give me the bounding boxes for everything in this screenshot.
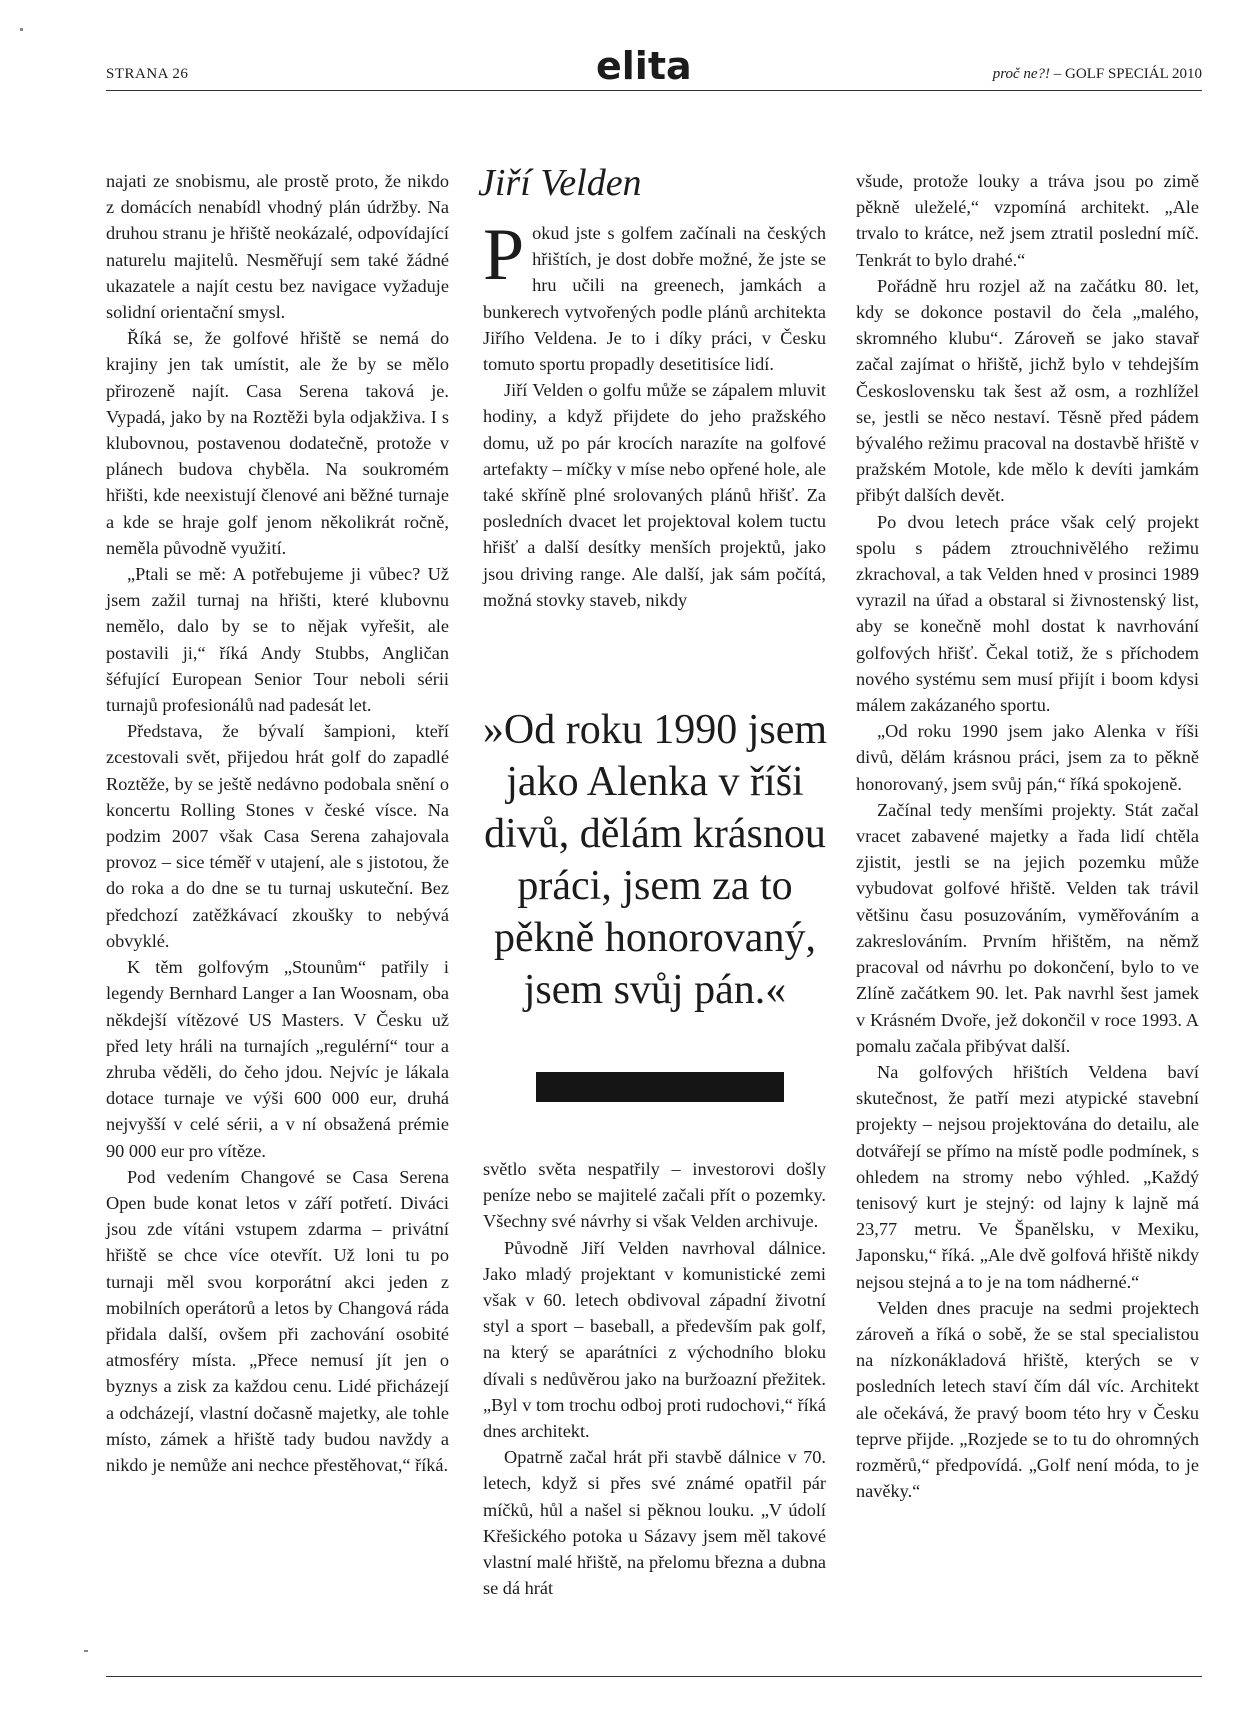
paragraph: Po dvou letech práce však celý projekt spolu s pádem ztrouchnivělého režimu zkrachoval, a tak Velden hned v prosinci 1989 vyrazil na úřad a obstaral si živnostenský list, aby se konečně mohl dostat k navrhování golfových hřišť. Čekal totiž, že s příchodem nového systému sem musí přijít i boom kdysi málem zakázaného sportu.: [856, 511, 1199, 716]
paragraph: Představa, že bývalí šampioni, kteří zcestovali svět, přijedou hrát golf do zapadlé Roztěže, by se ještě nedávno podobala snění o koncertu Rolling Stones v české vísce. Na podzim 2007 však Casa Serena zahajovala provoz – sice téměř v utajení, ale s jistotou, že do roka a do dne se tu turnaj uskuteční. Bez předchozí zatěžkávací zkoušky to nebývá obvyklé.: [106, 721, 449, 951]
paragraph: „Od roku 1990 jsem jako Alenka v říši divů, dělám krásnou práci, jsem za to pěkně honorovaný, jsem svůj pán,“ říká spokojeně.: [856, 721, 1199, 794]
scan-speck: [84, 1650, 88, 1652]
article-title: Jiří Velden: [478, 162, 642, 204]
page-number-label: STRANA 26: [106, 66, 189, 82]
paragraph: všude, protože louky a tráva jsou po zimě pěkně uleželé,“ vzpomíná architekt. „Ale trvalo to krátce, než jsem ztratil poslední míč. Tenkrát to bylo drahé.“: [856, 171, 1199, 270]
pull-quote: »Od roku 1990 jsem jako Alenka v říši divů, dělám krásnou práci, jsem za to pěkně honorovaný, jsem svůj pán.«: [482, 707, 828, 1013]
page-header: [106, 44, 1202, 92]
pull-quote-bar: [536, 1072, 784, 1102]
paragraph: Opatrně začal hrát při stavbě dálnice v 70. letech, když si přes své známé opatřil pár míčků, hůl a našel si pěknou louku. „V údolí Křešického potoka u Sázavy jsem měl takové vlastní malé hřiště, na přelomu března a dubna se dá hrát: [483, 1447, 826, 1599]
paragraph: Na golfových hřištích Veldena baví skutečnost, že patří mezi atypické stavební projekty – nejsou projektována do detailu, ale dotvářejí se přímo na místě podle podmínek, s ohledem na stromy nebo výhled. „Každý tenisový kurt je stejný: od lajny k lajně má 23,77 metru. Ve Španělsku, v Mexiku, Japonsku,“ říká. „Ale dvě golfová hřiště nikdy nejsou stejná a to je na tom nádherné.“: [856, 1061, 1199, 1292]
scan-speck: [20, 28, 23, 31]
lead-paragraph: [483, 214, 826, 377]
text-column-2-bottom: [483, 1156, 826, 1601]
paragraph: Začínal tedy menšími projekty. Stát začal vracet zabavené majetky a řada lidí chtěla zjistit, jestli se na jejich pozemku může vybudovat golfové hřiště. Velden tak trávil většinu času posuzováním, vyměřováním a zakreslováním. Prvním hřištěm, na němž pracoval od návrhu po dokončení, bylo to ve Zlíně začátkem 90. let. Pak navrhl šest jamek v Krásném Dvoře, jež dokončil v roce 1993. A pomalu začala přibývat další.: [856, 799, 1199, 1056]
section-label: [993, 66, 1202, 83]
header-rule: [106, 90, 1202, 91]
paragraph: K těm golfovým „Stounům“ patřily i legendy Bernhard Langer a Ian Woosnam, oba někdejší vítězové US Masters. V Česku už před lety hráli na turnajích „regulérní“ tour a zhruba věděli, do čeho jdou. Nejvíc je lákala dotace turnaje ve výši 600 000 eur, druhá nejvyšší v celé sérii, a v ní obsažená prémie 90 000 eur pro vítěze.: [106, 957, 449, 1161]
text-column-1: [106, 168, 449, 1478]
magazine-logo: elita: [596, 44, 692, 88]
paragraph: Říká se, že golfové hřiště se nemá do krajiny jen tak umístit, ale že by se mělo přirozeně najít. Casa Serena taková je. Vypadá, jako by na Roztěži byla odjakživa. I s klubovnou, postavenou dodatečně, protože v plánech budova chyběla. Na soukromém hřišti, kde neexistují členové ani běžné turnaje a kde se hraje golf jenom několikrát ročně, neměla původně využití.: [106, 328, 449, 558]
paragraph: najati ze snobismu, ale prostě proto, že nikdo z domácích nenabídl vhodný plán údržby. Na druhou stranu je hřiště neokázalé, odpovídající naturelu majitelů. Nesměřují sem také žádné ukazatele a najít cestu bez navigace vyžaduje solidní orientační smysl.: [106, 171, 449, 323]
text-column-3: [856, 168, 1199, 1504]
lead-text: okud jste s golfem začínali na českých hřištích, je dost dobře možné, že jste se hru učili na greenech, jamkách a bunkerech vytvořených podle plánů architekta Jiřího Veldena. Je to i díky práci, v Česku tomuto sportu propadly desetitisíce lidí.: [483, 223, 826, 375]
paragraph: Jiří Velden o golfu může se zápalem mluvit hodiny, a když přijdete do jeho pražského domu, už po pár krocích narazíte na golfové artefakty – míčky v míse nebo opřené hole, ale také skříně plné srolovaných plánů hřišť. Za posledních dvacet let projektoval kolem tuctu hřišť a další desítky menších projektů, jako jsou driving range. Ale další, jak sám počítá, možná stovky staveb, nikdy: [483, 380, 826, 610]
paragraph: světlo světa nespatřily – investorovi došly peníze nebo se majitelé začali přít o pozemky. Všechny své návrhy si však Velden archivuje.: [483, 1159, 826, 1232]
drop-cap: P: [483, 214, 525, 296]
paragraph: Velden dnes pracuje na sedmi projektech zároveň a říká o sobě, že se stal specialistou na nízkonákladová hřiště, kterých se v posledních letech staví čím dál víc. Architekt ale očekává, že pravý boom této hry v Česku teprve přijde. „Rozjede se to tu do ohromných rozměrů,“ předpovídá. „Golf není móda, to je navěky.“: [856, 1297, 1199, 1502]
paragraph: „Ptali se mě: A potřebujeme ji vůbec? Už jsem zažil turnaj na hřišti, které klubovnu nemělo, dalo by se to nějak vyřešit, ale postavili ji,“ říká Andy Stubbs, Angličan šéfující European Senior Tour neboli sérii turnajů profesionálů nad padesát let.: [106, 564, 449, 716]
paragraph: Pod vedením Changové se Casa Serena Open bude konat letos v září potřetí. Diváci jsou zde vítáni vstupem zdarma – privátní hřiště se chce více otevřít. Už loni tu po turnaji měl svou korporátní akci jeden z mobilních operátorů a letos by Changová ráda přidala další, ovšem při zachování osobité atmosféry místa. „Přece nemusí jít jen o byznys a zisk za každou cenu. Lidé přicházejí a odcházejí, vlastní dočasně majetky, ale tohle místo, zámek a hřiště tady budou navždy a nikdo je nemůže ani nechce přestěhovat,“ říká.: [106, 1166, 449, 1475]
section-label-italic: proč ne?!: [992, 66, 1051, 82]
section-label-rest: – GOLF SPECIÁL 2010: [1050, 66, 1202, 82]
footer-rule: [106, 1676, 1202, 1677]
paragraph: Pořádně hru rozjel až na začátku 80. let, kdy se dokonce postavil do čela „malého, skromného klubu“. Zároveň se jako stavař začal zajímat o hřiště, jichž bylo v tehdejším Československu tak šest až osm, a rozhlížel se, jestli se něco nestaví. Těsně před pádem bývalého režimu pracoval na dostavbě hřiště v pražském Motole, kde mělo k devíti jamkám přibýt dalších devět.: [856, 275, 1199, 506]
paragraph: Původně Jiří Velden navrhoval dálnice. Jako mladý projektant v komunistické zemi však v 60. letech obdivoval západní životní styl a sport – baseball, a především pak golf, na který se aparátníci z východního bloku dívali s nedůvěrou jako na buržoazní přežitek. „Byl v tom trochu odboj proti rudochovi,“ říká dnes architekt.: [483, 1237, 826, 1442]
text-column-2-top: [483, 214, 826, 613]
